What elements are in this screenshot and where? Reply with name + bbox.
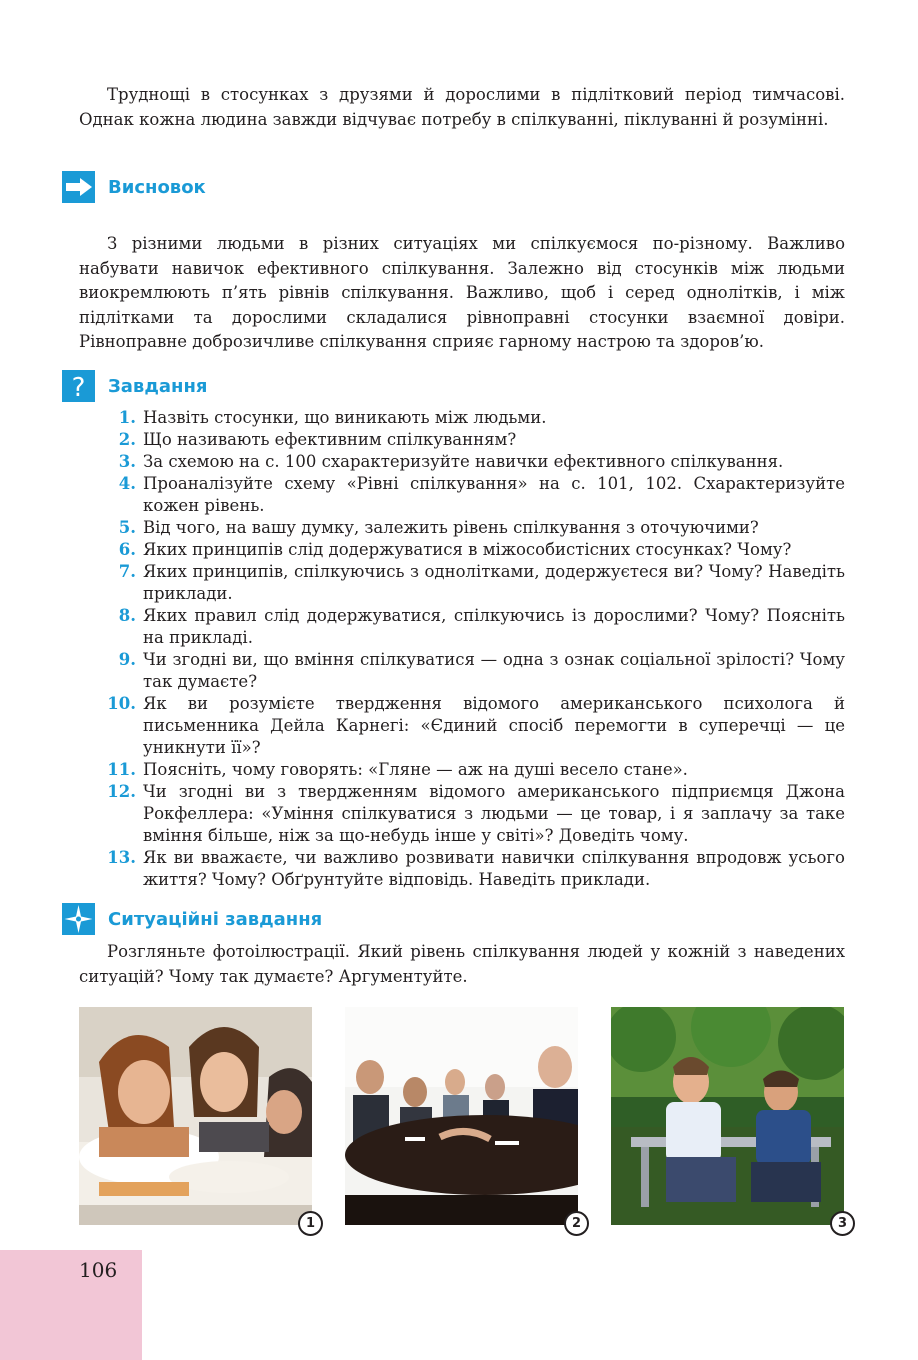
task-number: 3. <box>118 452 136 471</box>
conclusion-text: З різними людьми в різних ситуаціях ми спілкуємося по-різному. Важливо набувати навичок ефективного спілкування. Залежно від стосунків між людьми виокремлюють п’ять рівнів спілкування. Важливо, щоб і серед однолітків, і між підлітками та дорослими складалися рівноправні стосунки взаємної довіри. Рівноправне доброзичливе спілкування сприяє гарному настрою та здоров’ю. <box>79 234 845 351</box>
photo-badge <box>830 1211 855 1236</box>
task-text: Поясніть, чому говорять: «Гляне — аж на душі весело стане». <box>143 760 688 779</box>
task-text: За схемою на с. 100 схарактеризуйте навички ефективного спілкування. <box>143 452 784 471</box>
question-icon <box>62 370 95 402</box>
list-item <box>79 407 845 429</box>
list-item <box>79 605 845 649</box>
page-number-tab <box>0 1250 142 1360</box>
list-item <box>79 781 845 847</box>
photo-badge-number: 2 <box>571 1216 582 1231</box>
task-number: 11. <box>107 760 136 779</box>
list-item <box>79 451 845 473</box>
page-number: 106 <box>79 1258 118 1282</box>
task-text: Назвіть стосунки, що виникають між людьми. <box>143 408 547 427</box>
svg-text:?: ? <box>71 373 86 402</box>
list-item <box>79 759 845 781</box>
photo-friends <box>79 1007 312 1225</box>
list-item <box>79 693 845 759</box>
task-text: Як ви розумієте твердження відомого американського психолога й письменника Дейла Карнегі: «Єдиний спосіб перемогти в суперечці — це уникнути її»? <box>143 694 845 757</box>
task-text: Як ви вважаєте, чи важливо розвивати навички спілкування впродовж усього життя? Чому? Обґрунтуйте відповідь. Наведіть приклади. <box>143 848 845 889</box>
task-number: 4. <box>118 474 136 493</box>
task-text: Що називають ефективним спілкуванням? <box>143 430 517 449</box>
situations-heading <box>62 903 322 935</box>
list-item <box>79 649 845 693</box>
photo-badge <box>564 1211 589 1236</box>
list-item <box>79 429 845 451</box>
list-item <box>79 847 845 891</box>
arrow-icon <box>62 171 95 203</box>
task-text: Яких принципів слід додержуватися в міжособистісних стосунках? Чому? <box>143 540 792 559</box>
tasks-title: Завдання <box>108 375 208 397</box>
situations-text: Розгляньте фотоілюстрації. Який рівень спілкування людей у кожній з наведених ситуацій? Чому так думаєте? Аргументуйте. <box>79 942 845 986</box>
task-text: Проаналізуйте схему «Рівні спілкування» на с. 101, 102. Схарактеризуйте кожен рівень. <box>143 474 845 515</box>
task-text: Яких принципів, спілкуючись з однолітками, додержуєтеся ви? Чому? Наведіть приклади. <box>143 562 845 603</box>
tasks-list <box>79 407 845 891</box>
task-text: Чи згодні ви, що вміння спілкуватися — одна з ознак соціальної зрілості? Чому так думаєте? <box>143 650 845 691</box>
intro-paragraph: Труднощі в стосунках з друзями й дорослими в підлітковий період тимчасові. Однак кожна людина завжди відчуває потребу в спілкуванні, піклуванні й розумінні. <box>79 85 845 129</box>
list-item <box>79 561 845 605</box>
photo-meeting <box>345 1007 578 1225</box>
list-item <box>79 539 845 561</box>
photo-park <box>611 1007 844 1225</box>
list-item <box>79 517 845 539</box>
photo-badge-number: 3 <box>837 1216 848 1231</box>
task-number: 9. <box>118 650 136 669</box>
conclusion-heading <box>62 171 206 203</box>
situations-title: Ситуаційні завдання <box>108 908 323 930</box>
tasks-heading <box>62 370 207 402</box>
task-number: 7. <box>118 562 136 581</box>
task-number: 6. <box>118 540 136 559</box>
photo-badge-number: 1 <box>305 1216 316 1231</box>
compass-star-icon <box>62 903 95 935</box>
task-number: 2. <box>118 430 136 449</box>
conclusion-title: Висновок <box>108 176 206 198</box>
task-number: 13. <box>107 848 136 867</box>
task-number: 5. <box>118 518 136 537</box>
task-number: 10. <box>107 694 136 713</box>
task-number: 1. <box>118 408 136 427</box>
list-item <box>79 473 845 517</box>
task-text: Від чого, на вашу думку, залежить рівень спілкування з оточуючими? <box>143 518 759 537</box>
task-number: 12. <box>107 782 136 801</box>
photo-badge <box>298 1211 323 1236</box>
task-number: 8. <box>118 606 136 625</box>
task-text: Яких правил слід додержуватися, спілкуючись із дорослими? Чому? Поясніть на прикладі. <box>143 606 845 647</box>
task-text: Чи згодні ви з твердженням відомого американського підприємця Джона Рокфеллера: «Уміння спілкуватися з людьми — це товар, і я заплачу за таке вміння більше, ніж за що-небудь інше у світі»? Доведіть чому. <box>143 782 845 845</box>
